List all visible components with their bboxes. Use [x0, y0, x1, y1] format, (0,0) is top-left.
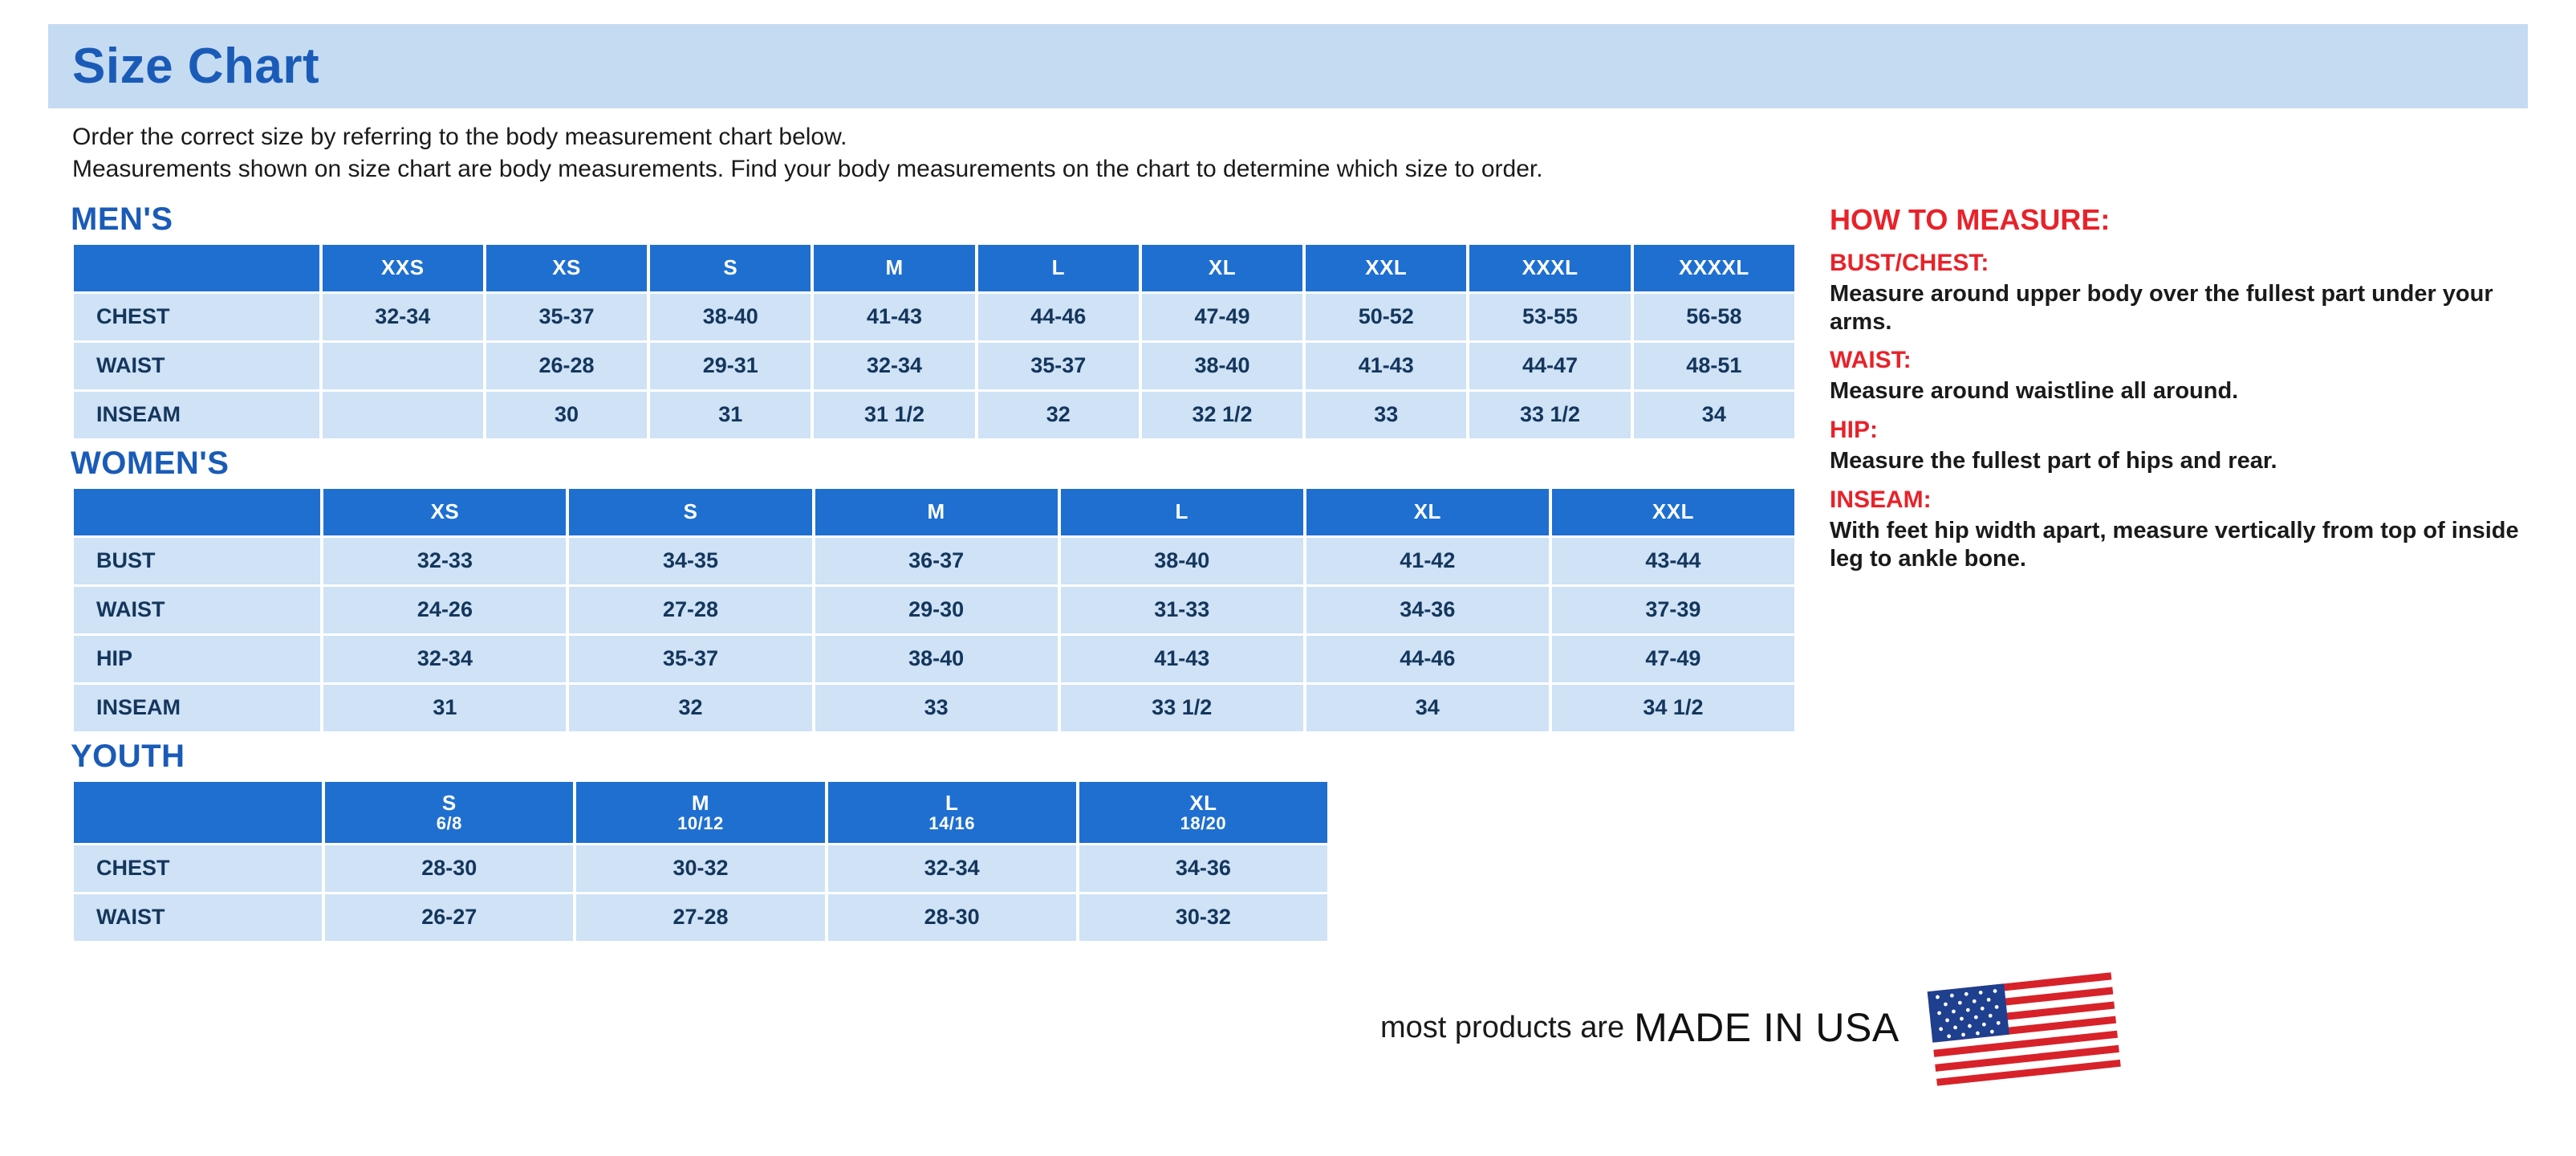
mens-inseam-xxxl: 33 1/2	[1469, 392, 1630, 438]
womens-header-xxl: XXL	[1552, 489, 1794, 535]
womens-row-label-bust: BUST	[74, 538, 320, 584]
womens-inseam-xxl: 34 1/2	[1552, 685, 1794, 731]
womens-hip-xl: 44-46	[1306, 636, 1549, 682]
howto-text-hip: Measure the fullest part of hips and rear.	[1830, 448, 2277, 474]
made-in-usa-label: MADE IN USA	[1634, 1005, 1899, 1050]
page-banner	[48, 24, 2528, 108]
youth-header-m	[576, 782, 824, 843]
intro-line-1: Order the correct size by referring to the body measurement chart below.	[72, 124, 847, 150]
mens-header-l: L	[978, 245, 1139, 291]
tables-column	[48, 197, 1798, 943]
mens-header-xxxxl: XXXXL	[1634, 245, 1794, 291]
youth-size-table	[71, 779, 1331, 943]
howto-label-waist: WAIST:	[1830, 347, 1912, 374]
womens-header-m: M	[815, 489, 1058, 535]
mens-waist-m: 32-34	[814, 343, 974, 389]
mens-waist-xxxl: 44-47	[1469, 343, 1630, 389]
mens-row-label-inseam: INSEAM	[74, 392, 319, 438]
womens-hip-xs: 32-34	[323, 636, 566, 682]
mens-waist-xl: 38-40	[1142, 343, 1302, 389]
made-in-usa-block	[1380, 967, 2124, 1088]
mens-row-label-chest: CHEST	[74, 294, 319, 340]
how-to-measure-column	[1798, 197, 2528, 943]
womens-size-table	[71, 486, 1798, 734]
womens-hip-xxl: 47-49	[1552, 636, 1794, 682]
mens-header-xs: XS	[486, 245, 647, 291]
section-title-youth: YOUTH	[71, 738, 185, 774]
made-in-usa-prefix: most products are	[1380, 1010, 1625, 1044]
table-row	[74, 343, 1794, 389]
mens-chest-xxs: 32-34	[323, 294, 483, 340]
womens-header-xl: XL	[1306, 489, 1549, 535]
how-to-measure-title: HOW TO MEASURE:	[1830, 202, 2111, 236]
youth-waist-xl: 30-32	[1079, 894, 1327, 941]
mens-waist-xs: 26-28	[486, 343, 647, 389]
youth-header-s-main: S	[441, 790, 457, 815]
table-header-row	[74, 782, 1327, 843]
mens-chest-s: 38-40	[650, 294, 811, 340]
size-chart-page	[0, 24, 2576, 1156]
mens-size-table	[71, 242, 1798, 441]
howto-label-inseam: INSEAM:	[1830, 486, 1932, 513]
mens-header-corner	[74, 245, 319, 291]
mens-waist-xxs	[323, 343, 483, 389]
mens-inseam-xs: 30	[486, 392, 647, 438]
mens-chest-xxxl: 53-55	[1469, 294, 1630, 340]
intro-line-2: Measurements shown on size chart are body measurements. Find your body measurements on the chart to determine which size to order.	[72, 155, 1543, 182]
womens-waist-xl: 34-36	[1306, 587, 1549, 633]
mens-inseam-xxs	[323, 392, 483, 438]
womens-bust-xs: 32-33	[323, 538, 566, 584]
mens-waist-xxl: 41-43	[1306, 343, 1466, 389]
mens-waist-s: 29-31	[650, 343, 811, 389]
usa-flag-icon	[1924, 967, 2124, 1088]
youth-row-label-chest: CHEST	[74, 845, 322, 892]
womens-hip-m: 38-40	[815, 636, 1058, 682]
mens-header-m: M	[814, 245, 974, 291]
mens-chest-xl: 47-49	[1142, 294, 1302, 340]
mens-inseam-l: 32	[978, 392, 1139, 438]
howto-text-inseam: With feet hip width apart, measure vertically from top of inside leg to ankle bone.	[1830, 517, 2519, 572]
youth-row-label-waist: WAIST	[74, 894, 322, 941]
mens-header-s: S	[650, 245, 811, 291]
table-row	[74, 636, 1794, 682]
mens-chest-m: 41-43	[814, 294, 974, 340]
mens-header-xl: XL	[1142, 245, 1302, 291]
womens-hip-l: 41-43	[1061, 636, 1303, 682]
youth-header-l-main: L	[945, 790, 959, 815]
mens-row-label-waist: WAIST	[74, 343, 319, 389]
womens-row-label-waist: WAIST	[74, 587, 320, 633]
mens-header-xxl: XXL	[1306, 245, 1466, 291]
youth-header-l-sub: 14/16	[928, 812, 975, 833]
howto-label-bust-chest: BUST/CHEST:	[1830, 249, 1989, 276]
table-row	[74, 538, 1794, 584]
mens-waist-xxxxl: 48-51	[1634, 343, 1794, 389]
table-header-row	[74, 245, 1794, 291]
table-row	[74, 392, 1794, 438]
mens-header-xxxl: XXXL	[1469, 245, 1630, 291]
table-header-row	[74, 489, 1794, 535]
womens-waist-s: 27-28	[569, 587, 811, 633]
womens-bust-l: 38-40	[1061, 538, 1303, 584]
youth-waist-s: 26-27	[325, 894, 573, 941]
womens-waist-xxl: 37-39	[1552, 587, 1794, 633]
mens-inseam-xl: 32 1/2	[1142, 392, 1302, 438]
womens-header-corner	[74, 489, 320, 535]
mens-inseam-xxxxl: 34	[1634, 392, 1794, 438]
mens-waist-l: 35-37	[978, 343, 1139, 389]
womens-inseam-xl: 34	[1306, 685, 1549, 731]
womens-hip-s: 35-37	[569, 636, 811, 682]
womens-bust-s: 34-35	[569, 538, 811, 584]
youth-header-xl	[1079, 782, 1327, 843]
womens-row-label-inseam: INSEAM	[74, 685, 320, 731]
youth-chest-m: 30-32	[576, 845, 824, 892]
womens-header-xs: XS	[323, 489, 566, 535]
youth-chest-xl: 34-36	[1079, 845, 1327, 892]
section-title-womens: WOMEN'S	[71, 445, 230, 481]
mens-chest-xs: 35-37	[486, 294, 647, 340]
youth-chest-s: 28-30	[325, 845, 573, 892]
youth-header-corner	[74, 782, 322, 843]
howto-text-bust-chest: Measure around upper body over the fullest part under your arms.	[1830, 280, 2493, 335]
womens-inseam-l: 33 1/2	[1061, 685, 1303, 731]
table-row	[74, 845, 1327, 892]
youth-waist-l: 28-30	[828, 894, 1076, 941]
youth-header-s	[325, 782, 573, 843]
womens-inseam-s: 32	[569, 685, 811, 731]
womens-bust-m: 36-37	[815, 538, 1058, 584]
table-row	[74, 894, 1327, 941]
womens-waist-l: 31-33	[1061, 587, 1303, 633]
womens-waist-xs: 24-26	[323, 587, 566, 633]
mens-header-xxs: XXS	[323, 245, 483, 291]
womens-header-s: S	[569, 489, 811, 535]
youth-waist-m: 27-28	[576, 894, 824, 941]
youth-header-m-sub: 10/12	[677, 812, 724, 833]
youth-header-m-main: M	[691, 790, 710, 815]
mens-inseam-s: 31	[650, 392, 811, 438]
womens-bust-xl: 41-42	[1306, 538, 1549, 584]
mens-inseam-xxl: 33	[1306, 392, 1466, 438]
mens-chest-l: 44-46	[978, 294, 1139, 340]
womens-bust-xxl: 43-44	[1552, 538, 1794, 584]
page-title: Size Chart	[72, 39, 320, 94]
mens-chest-xxl: 50-52	[1306, 294, 1466, 340]
youth-header-l	[828, 782, 1076, 843]
youth-header-s-sub: 6/8	[436, 812, 462, 833]
womens-waist-m: 29-30	[815, 587, 1058, 633]
table-row	[74, 685, 1794, 731]
body-columns	[48, 197, 2528, 943]
section-title-mens: MEN'S	[71, 201, 173, 237]
intro-text	[48, 121, 2528, 185]
youth-header-xl-sub: 18/20	[1180, 812, 1227, 833]
youth-chest-l: 32-34	[828, 845, 1076, 892]
womens-header-l: L	[1061, 489, 1303, 535]
howto-text-waist: Measure around waistline all around.	[1830, 378, 2239, 405]
womens-inseam-xs: 31	[323, 685, 566, 731]
mens-chest-xxxxl: 56-58	[1634, 294, 1794, 340]
table-row	[74, 294, 1794, 340]
womens-inseam-m: 33	[815, 685, 1058, 731]
howto-label-hip: HIP:	[1830, 417, 1878, 444]
table-row	[74, 587, 1794, 633]
womens-row-label-hip: HIP	[74, 636, 320, 682]
mens-inseam-m: 31 1/2	[814, 392, 974, 438]
youth-header-xl-main: XL	[1189, 790, 1217, 815]
